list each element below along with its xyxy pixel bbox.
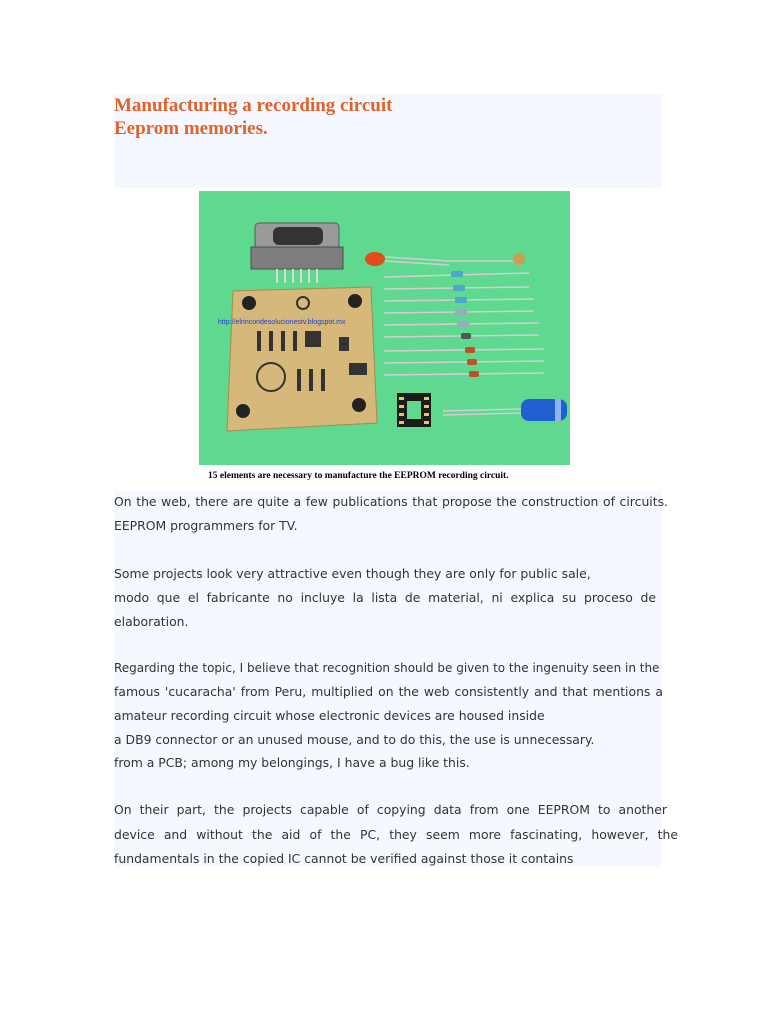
- page-title-line-2: Eeprom memories.: [114, 118, 268, 139]
- paragraph-1-line-1: On the web, there are quite a few publications that propose the construction of circuits.: [114, 494, 668, 509]
- printed-circuit-board: [227, 287, 377, 431]
- paragraph-3-line-1: Regarding the topic, I believe that recognition should be given to the ingenuity seen in the: [114, 661, 660, 675]
- paragraph-2-line-2: modo que el fabricante no incluye la lista de material, ni explica su proceso de: [114, 590, 656, 605]
- electrolytic-capacitor: [443, 399, 567, 421]
- paragraph-4-line-2: device and without the aid of the PC, they seem more fascinating, however, the: [114, 827, 678, 842]
- ceramic-capacitor: [513, 253, 525, 265]
- paragraph-2-line-3: elaboration.: [114, 614, 189, 629]
- components-illustration: [199, 191, 570, 465]
- ic-socket: [397, 393, 431, 427]
- db9-connector: [251, 223, 343, 283]
- paragraph-1-line-2: EEPROM programmers for TV.: [114, 518, 298, 533]
- page-title-line-1: Manufacturing a recording circuit: [114, 95, 393, 116]
- paragraph-3-line-5: from a PCB; among my belongings, I have a bug like this.: [114, 755, 470, 770]
- circuit-components-photo: [199, 191, 570, 465]
- paragraph-4-line-3: fundamentals in the copied IC cannot be verified against those it contains: [114, 851, 574, 866]
- paragraph-2-line-1: Some projects look very attractive even though they are only for public sale,: [114, 566, 591, 581]
- watermark-url: http://elrincondesolucionestv.blogspot.mx: [218, 319, 346, 326]
- paragraph-4-line-1: On their part, the projects capable of copying data from one EEPROM to another: [114, 802, 667, 817]
- title-box: [114, 94, 662, 188]
- paragraph-3-line-2: famous 'cucaracha' from Peru, multiplied on the web consistently and that mentions a: [114, 684, 663, 699]
- paragraph-3-line-4: a DB9 connector or an unused mouse, and to do this, the use is unnecessary.: [114, 732, 595, 747]
- paragraph-3-line-3: amateur recording circuit whose electronic devices are housed inside: [114, 708, 545, 723]
- figure-caption: 15 elements are necessary to manufacture the EEPROM recording circuit.: [208, 471, 509, 481]
- red-led: [365, 252, 449, 266]
